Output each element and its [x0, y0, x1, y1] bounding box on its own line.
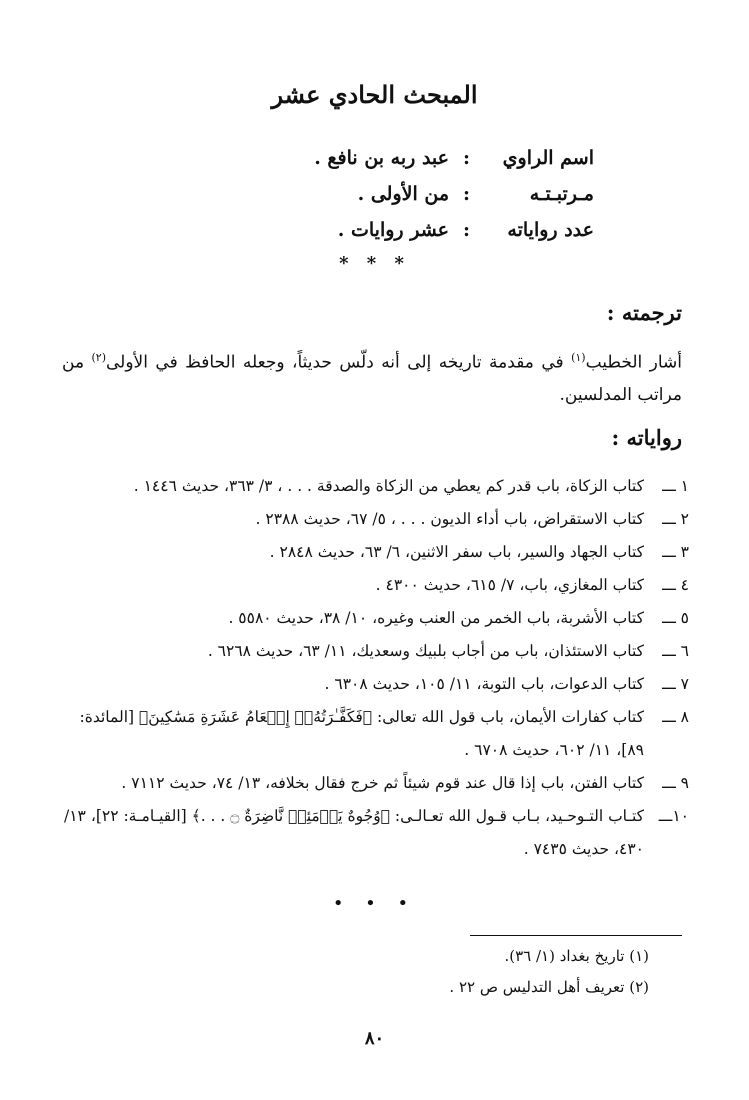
- item-text: كتاب الجهاد والسير، باب سفر الاثنين، ٦/ ٦٣، حديث ٢٨٤٨ .: [269, 543, 644, 561]
- item-text: كتاب الأشربة، باب الخمر من العنب وغيره، ١٠/ ٣٨، حديث ٥٥٨٠ .: [228, 609, 644, 627]
- bio-text: من مراتب المدلسين.: [62, 352, 682, 405]
- item-text: كتاب الزكاة، باب قدر كم يعطي من الزكاة والصدقة . . . ، ٣/ ٣٦٣، حديث ١٤٤٦ .: [133, 477, 644, 495]
- item-number: ٨ ـــ: [662, 708, 689, 726]
- list-item: [64, 800, 689, 866]
- item-number: ١٠ـــ: [658, 807, 689, 825]
- list-item: [64, 602, 689, 635]
- info-label: مـرتبـتـه: [529, 183, 594, 205]
- narrations-heading: رواياته :: [611, 425, 682, 450]
- item-number: ٥ ـــ: [662, 609, 689, 627]
- page-number: ٨٠: [364, 1028, 385, 1049]
- info-colon: :: [462, 219, 470, 241]
- info-label: اسم الراوي: [502, 147, 594, 169]
- item-text: كتـاب التـوحـيد، بـاب قـول الله تعـالـى: ﴿وُجُوهٌ يَوۡمَئِذٖ نَّاضِرَةٌ ۝ . . .﴾ [القيـامـة: ٢٢]، ١٣/ ٤٣٠، حديث ٧٤٣٥ .: [64, 807, 644, 858]
- info-row-rank: [314, 176, 594, 212]
- item-number: ٣ ـــ: [662, 543, 689, 561]
- item-number: ٢ ـــ: [662, 510, 689, 528]
- list-item: [64, 767, 689, 800]
- list-item: [64, 668, 689, 701]
- footnote-2: (٢) تعريف أهل التدليس ص ٢٢ .: [449, 978, 649, 996]
- item-number: ١ ـــ: [662, 477, 689, 495]
- item-text: كتاب الاستئذان، باب من أجاب بلبيك وسعديك، ١١/ ٦٣، حديث ٦٢٦٨ .: [207, 642, 644, 660]
- item-number: ٧ ـــ: [662, 675, 689, 693]
- info-colon: :: [462, 183, 470, 205]
- item-number: ٦ ـــ: [662, 642, 689, 660]
- info-colon: :: [462, 147, 470, 169]
- end-separator-dots: • • •: [332, 893, 417, 914]
- bio-paragraph: [62, 342, 682, 411]
- footnote-ref[interactable]: (٢): [91, 351, 106, 364]
- item-text: كتاب الفتن، باب إذا قال عند قوم شيئاً ثم خرج فقال بخلافه، ١٣/ ٧٤، حديث ٧١١٢ .: [121, 774, 644, 792]
- info-label: عدد رواياته: [507, 219, 594, 241]
- info-value: من الأولى .: [357, 183, 449, 205]
- bio-text: أشار الخطيب: [585, 352, 683, 373]
- info-value: عبد ربه بن نافع .: [314, 147, 449, 169]
- info-row-name: [314, 140, 594, 176]
- narrator-info: [314, 140, 594, 248]
- info-value: عشر روايات .: [337, 219, 449, 241]
- bio-text: في مقدمة تاريخه إلى أنه دلّس حديثاً، وجعله الحافظ في الأولى: [106, 352, 572, 373]
- section-separator-stars: * * *: [339, 253, 410, 274]
- bio-heading: ترجمته :: [606, 300, 682, 325]
- footnote-divider: [470, 935, 682, 936]
- narrations-list: [64, 470, 689, 866]
- info-row-count: [314, 212, 594, 248]
- item-text: كتاب كفارات الأيمان، باب قول الله تعالى: ﴿فَكَفَّـٰرَتُهُۥٓ إِطۡعَامُ عَشَرَةِ مَسَٰكِينَ﴾ [المائدة: ٨٩]، ١١/ ٦٠٢، حديث ٦٧٠٨ .: [79, 708, 644, 759]
- list-item: [64, 635, 689, 668]
- list-item: [64, 536, 689, 569]
- item-number: ٤ ـــ: [662, 576, 689, 594]
- item-text: كتاب المغازي، باب، ٧/ ٦١٥، حديث ٤٣٠٠ .: [375, 576, 644, 594]
- item-text: كتاب الاستقراض، باب أداء الديون . . . ، ٥/ ٦٧، حديث ٢٣٨٨ .: [255, 510, 644, 528]
- footnote-ref[interactable]: (١): [571, 351, 586, 364]
- list-item: [64, 701, 689, 767]
- list-item: [64, 470, 689, 503]
- list-item: [64, 569, 689, 602]
- list-item: [64, 503, 689, 536]
- item-number: ٩ ـــ: [662, 774, 689, 792]
- item-text: كتاب الدعوات، باب التوبة، ١١/ ١٠٥، حديث ٦٣٠٨ .: [324, 675, 644, 693]
- footnote-1: (١) تاريخ بغداد (١/ ٣٦).: [504, 947, 649, 965]
- page-title: المبحث الحادي عشر: [271, 80, 478, 109]
